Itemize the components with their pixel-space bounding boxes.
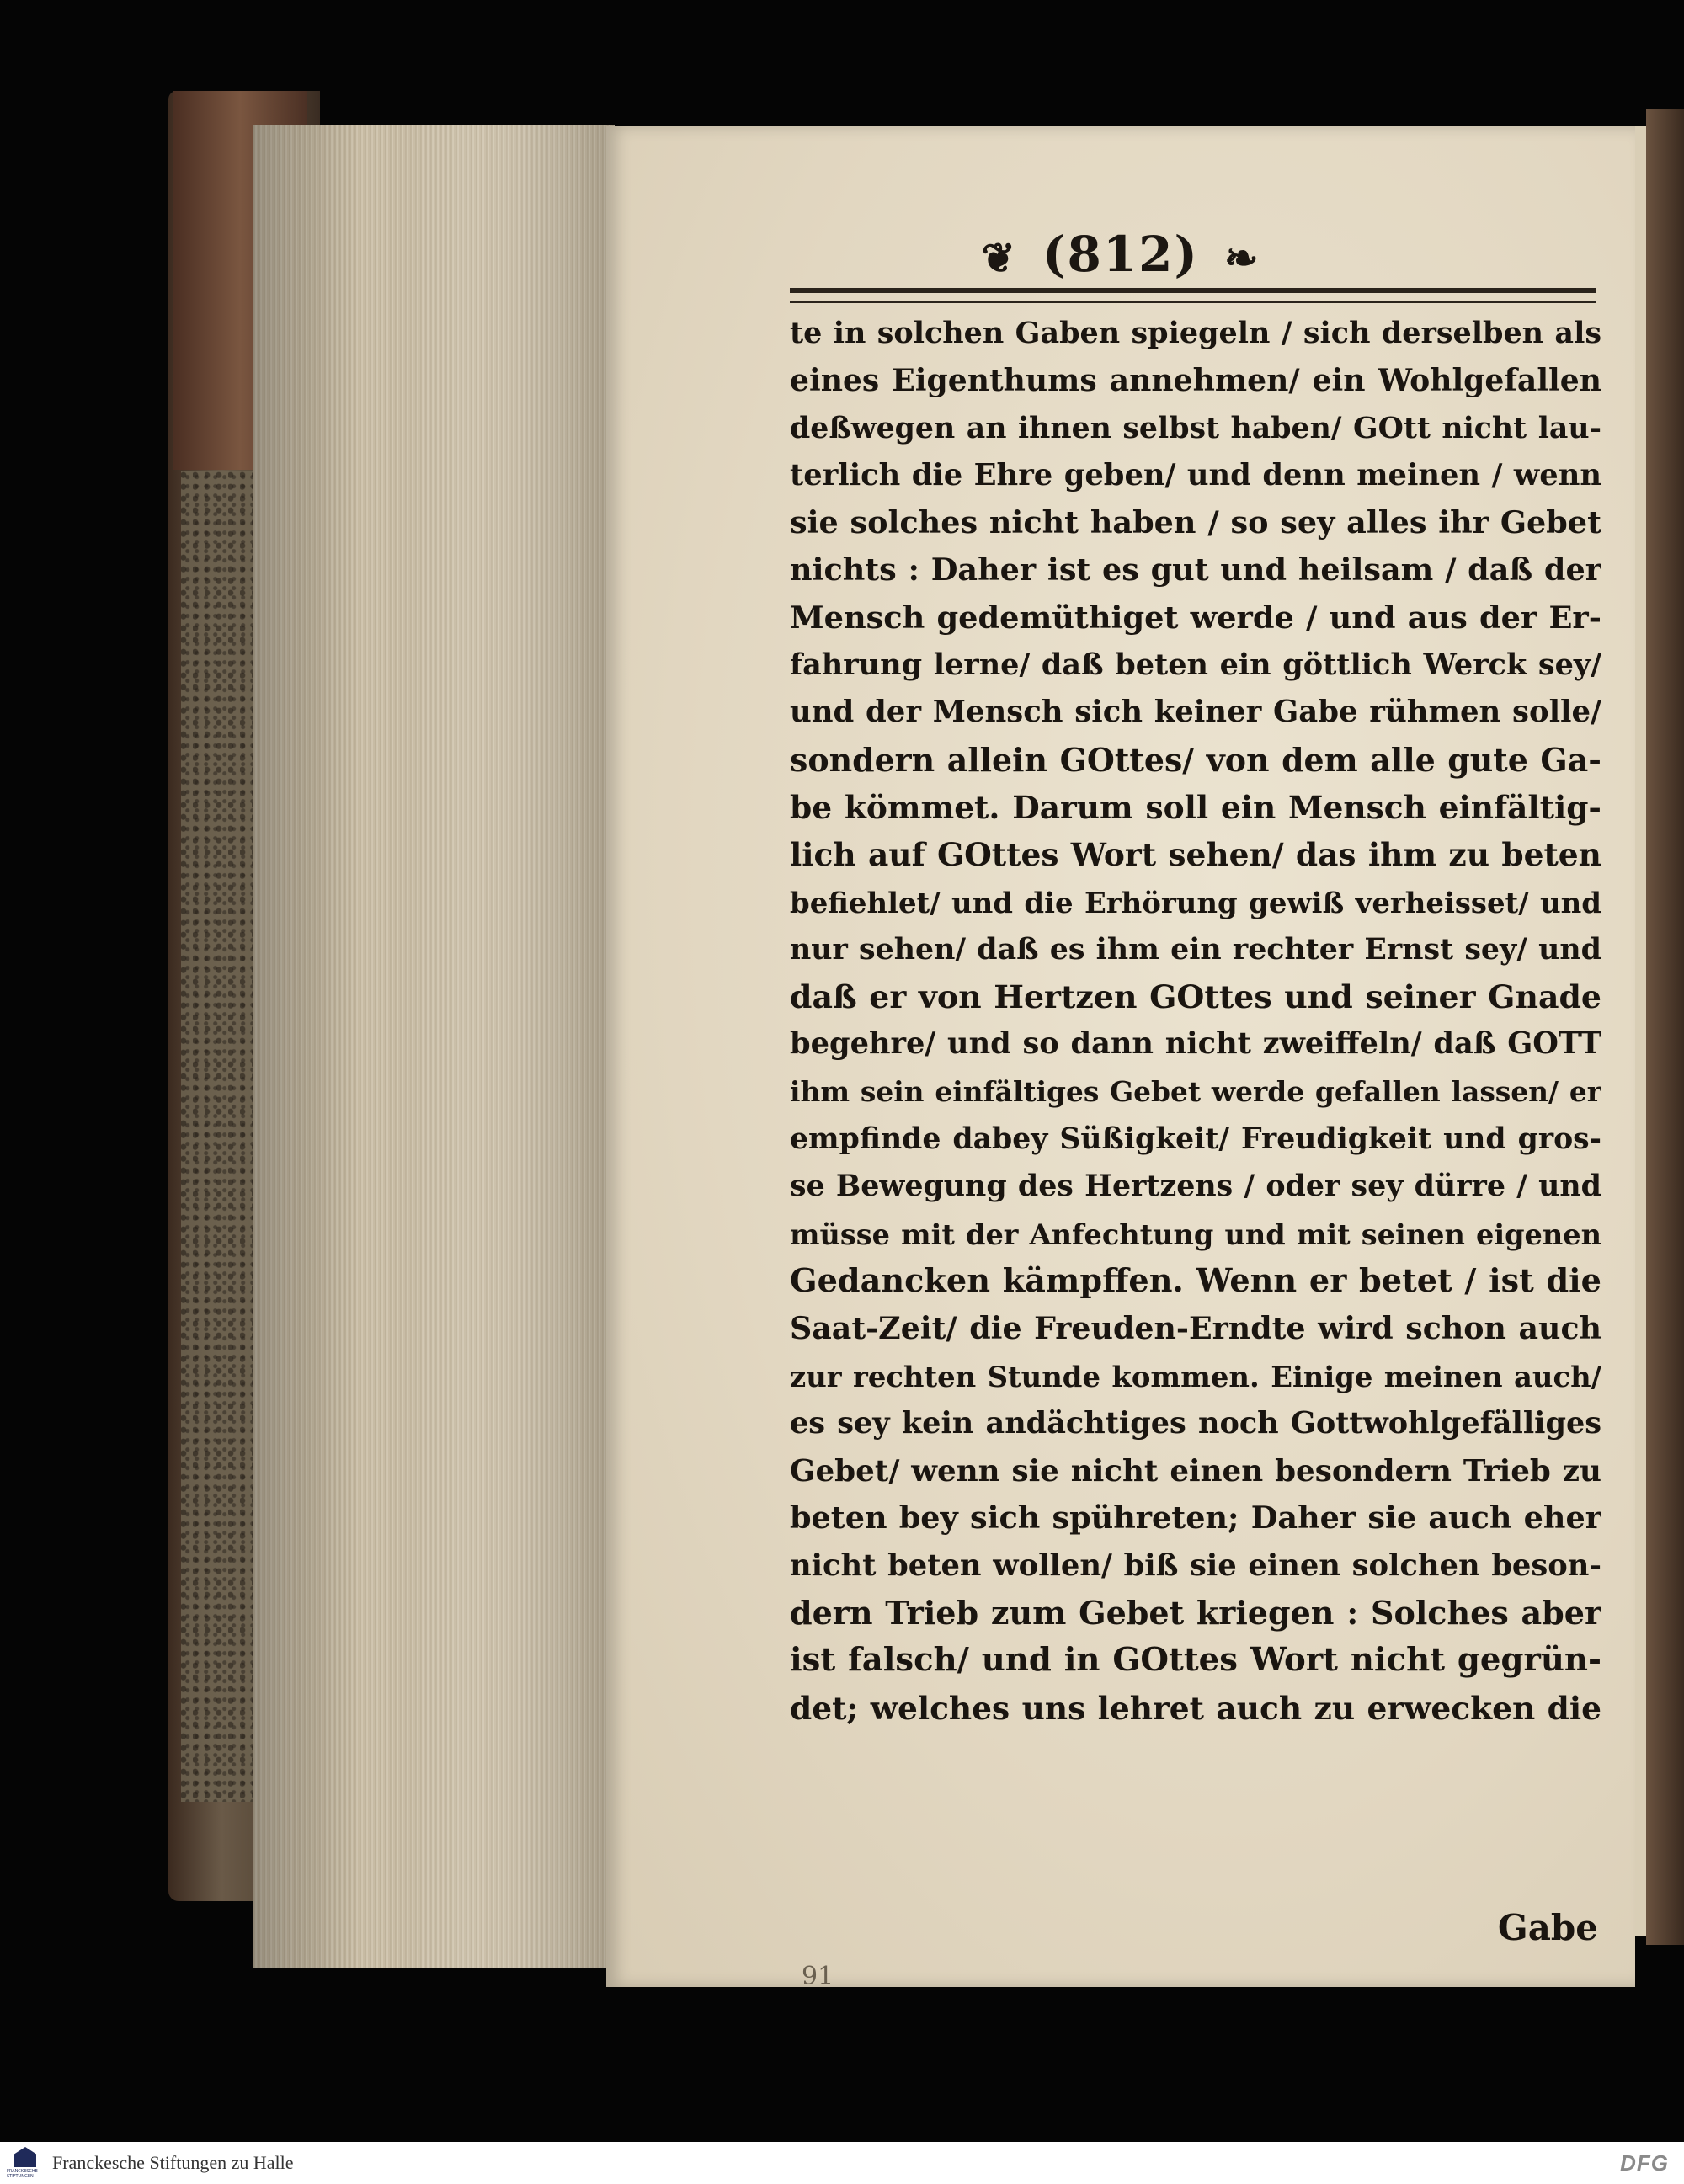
text-line: und der Mensch sich keiner Gabe rühmen solle/ xyxy=(790,695,1601,730)
institution-logo xyxy=(7,2144,44,2182)
body-text xyxy=(790,310,1601,1732)
logo-text: FRANCKESCHE STIFTUNGEN xyxy=(7,2169,38,2179)
catchword: Gabe xyxy=(1497,1907,1598,1948)
page-edges-shade xyxy=(253,125,615,1968)
header-rule xyxy=(790,288,1596,303)
text-line: daß er von Hertzen GOttes und seiner Gnade xyxy=(790,977,1601,1016)
text-line: dern Trieb zum Gebet kriegen : Solches aber xyxy=(790,1594,1601,1633)
text-line: Gebet/ wenn sie nicht einen besondern Trieb zu xyxy=(790,1453,1601,1489)
text-line: zur rechten Stunde kommen. Einige meinen auch/ xyxy=(790,1359,1601,1393)
text-line: sondern allein GOttes/ von dem alle gute Ga- xyxy=(790,740,1601,779)
building-icon xyxy=(14,2147,36,2167)
text-line: det; welches uns lehret auch zu erwecken die xyxy=(790,1689,1601,1727)
text-line: beten bey sich spühreten; Daher sie auch eher xyxy=(790,1500,1601,1537)
text-line: lich auf GOttes Wort sehen/ das ihm zu beten xyxy=(790,836,1601,874)
text-line: ist falsch/ und in GOttes Wort nicht gegrün- xyxy=(790,1641,1601,1680)
signature-mark: 91 xyxy=(802,1962,834,1991)
text-line: Saat-Zeit/ die Freuden-Erndte wird schon auch xyxy=(790,1310,1601,1347)
text-line: deßwegen an ihnen selbst haben/ GOtt nicht lau- xyxy=(790,410,1601,445)
page-number: (812) xyxy=(1042,226,1199,283)
ornament-right-icon: ❧ xyxy=(1224,235,1260,282)
text-line: nichts : Daher ist es gut und heilsam / daß der xyxy=(790,551,1601,589)
right-cover-edge xyxy=(1646,109,1684,1945)
book-page xyxy=(606,126,1635,1991)
ornament-left-icon: ❦ xyxy=(981,235,1017,282)
text-line: nur sehen/ daß es ihm ein rechter Ernst sey/ und xyxy=(790,931,1601,967)
institution-name: Franckesche Stiftungen zu Halle xyxy=(52,2152,294,2173)
dfg-logo: DFG xyxy=(1620,2149,1669,2176)
text-line: fahrung lerne/ daß beten ein göttlich Werck sey/ xyxy=(790,647,1601,683)
text-line: befiehlet/ und die Erhörung gewiß verheisset/ und xyxy=(790,885,1601,919)
text-line: empfinde dabey Süßigkeit/ Freudigkeit und gros- xyxy=(790,1121,1601,1157)
text-line: nicht beten wollen/ biß sie einen solchen beson- xyxy=(790,1547,1601,1583)
text-line: terlich die Ehre geben/ und denn meinen / wenn xyxy=(790,457,1601,493)
footer-bar xyxy=(0,2142,1684,2184)
text-line: se Bewegung des Hertzens / oder sey dürre / und xyxy=(790,1169,1601,1204)
page-header xyxy=(606,226,1635,283)
text-line: es sey kein andächtiges noch Gottwohlgefälliges xyxy=(790,1405,1601,1441)
text-line: müsse mit der Anfechtung und mit seinen eigenen xyxy=(790,1217,1601,1251)
text-line: be kömmet. Darum soll ein Mensch einfältig- xyxy=(790,788,1601,826)
text-line: ihm sein einfältiges Gebet werde gefallen lassen/ er xyxy=(790,1074,1601,1108)
text-line: te in solchen Gaben spiegeln / sich derselben als xyxy=(790,316,1601,350)
text-line: begehre/ und so dann nicht zweiffeln/ daß GOTT xyxy=(790,1026,1601,1062)
text-line: sie solches nicht haben / so sey alles ihr Gebet xyxy=(790,504,1601,541)
text-line: Gedancken kämpffen. Wenn er betet / ist die xyxy=(790,1261,1601,1300)
text-line: Mensch gedemüthiget werde / und aus der Er- xyxy=(790,599,1601,636)
text-line: eines Eigenthums annehmen/ ein Wohlgefallen xyxy=(790,362,1601,399)
